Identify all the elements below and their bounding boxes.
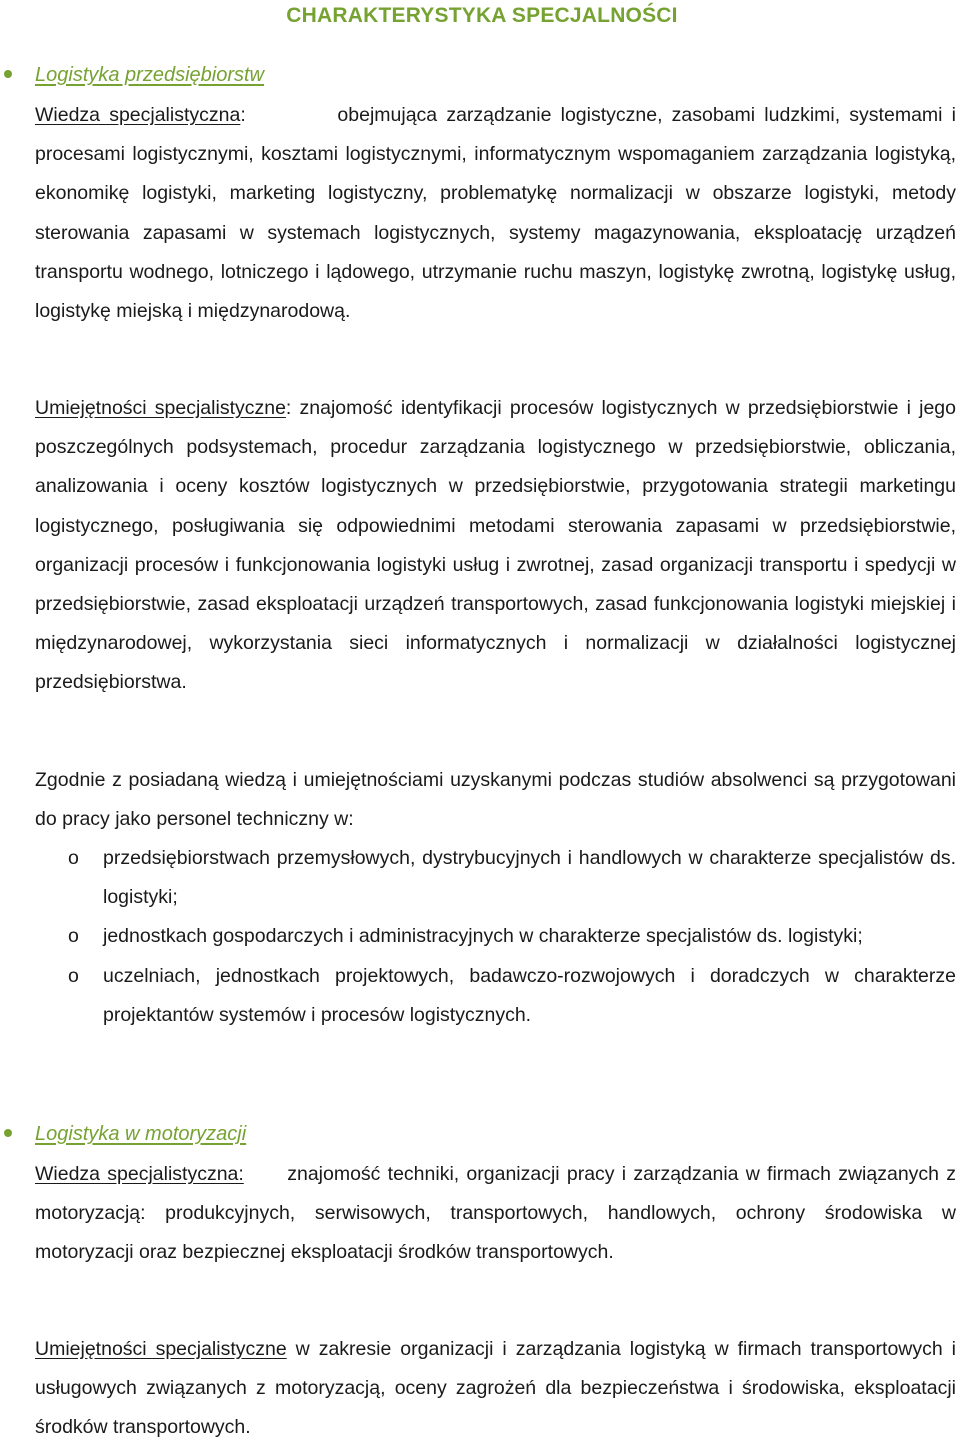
skills-label: Umiejętności specjalistyczne <box>35 397 286 419</box>
career-intro: Zgodnie z posiadaną wiedzą i umiejętnościami uzyskanymi podczas studiów absolwenci są przygotowani do pracy jako personel techniczny w: <box>35 769 956 831</box>
knowledge-label: Wiedza specjalistyczna <box>35 104 241 126</box>
list-item <box>35 839 956 917</box>
skills-paragraph <box>35 389 956 703</box>
list-item-text: przedsiębiorstwach przemysłowych, dystrybucyjnych i handlowych w charakterze specjalistów ds. logistyki; <box>103 847 956 909</box>
section-heading-logistyka-przedsiebiorstw <box>0 60 960 90</box>
knowledge-text: znajomość techniki, organizacji pracy i zarządzania w firmach związanych z motoryzacją: produkcyjnych, serwisowych, transportowych, handlowych, ochrony środowiska w motoryzacji oraz bezpiecznej eksploatacji środków transportowych. <box>35 1163 956 1264</box>
skills-text: w zakresie organizacji i zarządzania logistyką w firmach transportowych i usługowych związanych z motoryzacją, oceny zagrożeń dla bezpieczeństwa i środowiska, eksploatacji środków transportowych. <box>35 1338 956 1439</box>
skills-paragraph-2 <box>35 1330 956 1448</box>
list-marker: o <box>68 847 79 869</box>
skills-label: Umiejętności specjalistyczne <box>35 1338 287 1360</box>
skills-separator: : <box>285 397 292 419</box>
knowledge-label: Wiedza specjalistyczna: <box>35 1163 244 1185</box>
section-heading-label: Logistyka przedsiębiorstw <box>35 64 264 86</box>
knowledge-text: obejmująca zarządzanie logistyczne, zasobami ludzkimi, systemami i procesami logistycznymi, kosztami logistycznymi, informatycznym wspomaganiem zarządzania logistyką, ekonomikę logistyki, marketing logistyczny, problematykę normalizacji w obszarze logistyki, metody sterowania zapasami w systemach logistycznych, systemy magazynowania, eksploatację urządzeń transportu wodnego, lotniczego i lądowego, utrzymanie ruchu maszyn, logistykę zwrotną, logistykę usług, logistykę miejską i międzynarodową. <box>35 104 956 323</box>
page-title: CHARAKTERYSTYKA SPECJALNOŚCI <box>286 4 678 27</box>
knowledge-separator: : <box>240 104 246 126</box>
list-item-text: jednostkach gospodarczych i administracyjnych w charakterze specjalistów ds. logistyki; <box>103 925 863 948</box>
list-item <box>35 917 956 956</box>
bullet-icon <box>4 70 12 78</box>
section-heading-label: Logistyka w motoryzacji <box>35 1123 247 1145</box>
list-item <box>35 957 956 1035</box>
section-heading-logistyka-w-motoryzacji <box>0 1119 960 1149</box>
list-marker: o <box>68 925 79 948</box>
knowledge-paragraph-2 <box>35 1155 956 1273</box>
list-marker: o <box>68 964 79 987</box>
knowledge-paragraph <box>35 96 956 331</box>
bullet-icon <box>4 1129 12 1137</box>
list-item-text: uczelniach, jednostkach projektowych, badawczo-rozwojowych i doradczych w charakterze projektantów systemów i procesów logistycznych. <box>103 964 956 1026</box>
career-list <box>35 839 956 1035</box>
skills-text: znajomość identyfikacji procesów logistycznych w przedsiębiorstwie i jego poszczególnych podsystemach, procedur zarządzania logistycznego w przedsiębiorstwie, obliczania, analizowania i oceny kosztów logistycznych w przedsiębiorstwie, przygotowania strategii marketingu logistycznego, posługiwania się odpowiednimi metodami sterowania zapasami w przedsiębiorstwie, organizacji procesów i funkcjonowania logistyki usług i zwrotnej, zasad organizacji transportu i spedycji w przedsiębiorstwie, zasad eksploatacji urządzeń transportowych, zasad funkcjonowania logistyki miejskiej i międzynarodowej, wykorzystania sieci informatycznych i normalizacji w działalności logistycznej przedsiębiorstwa. <box>35 397 956 694</box>
